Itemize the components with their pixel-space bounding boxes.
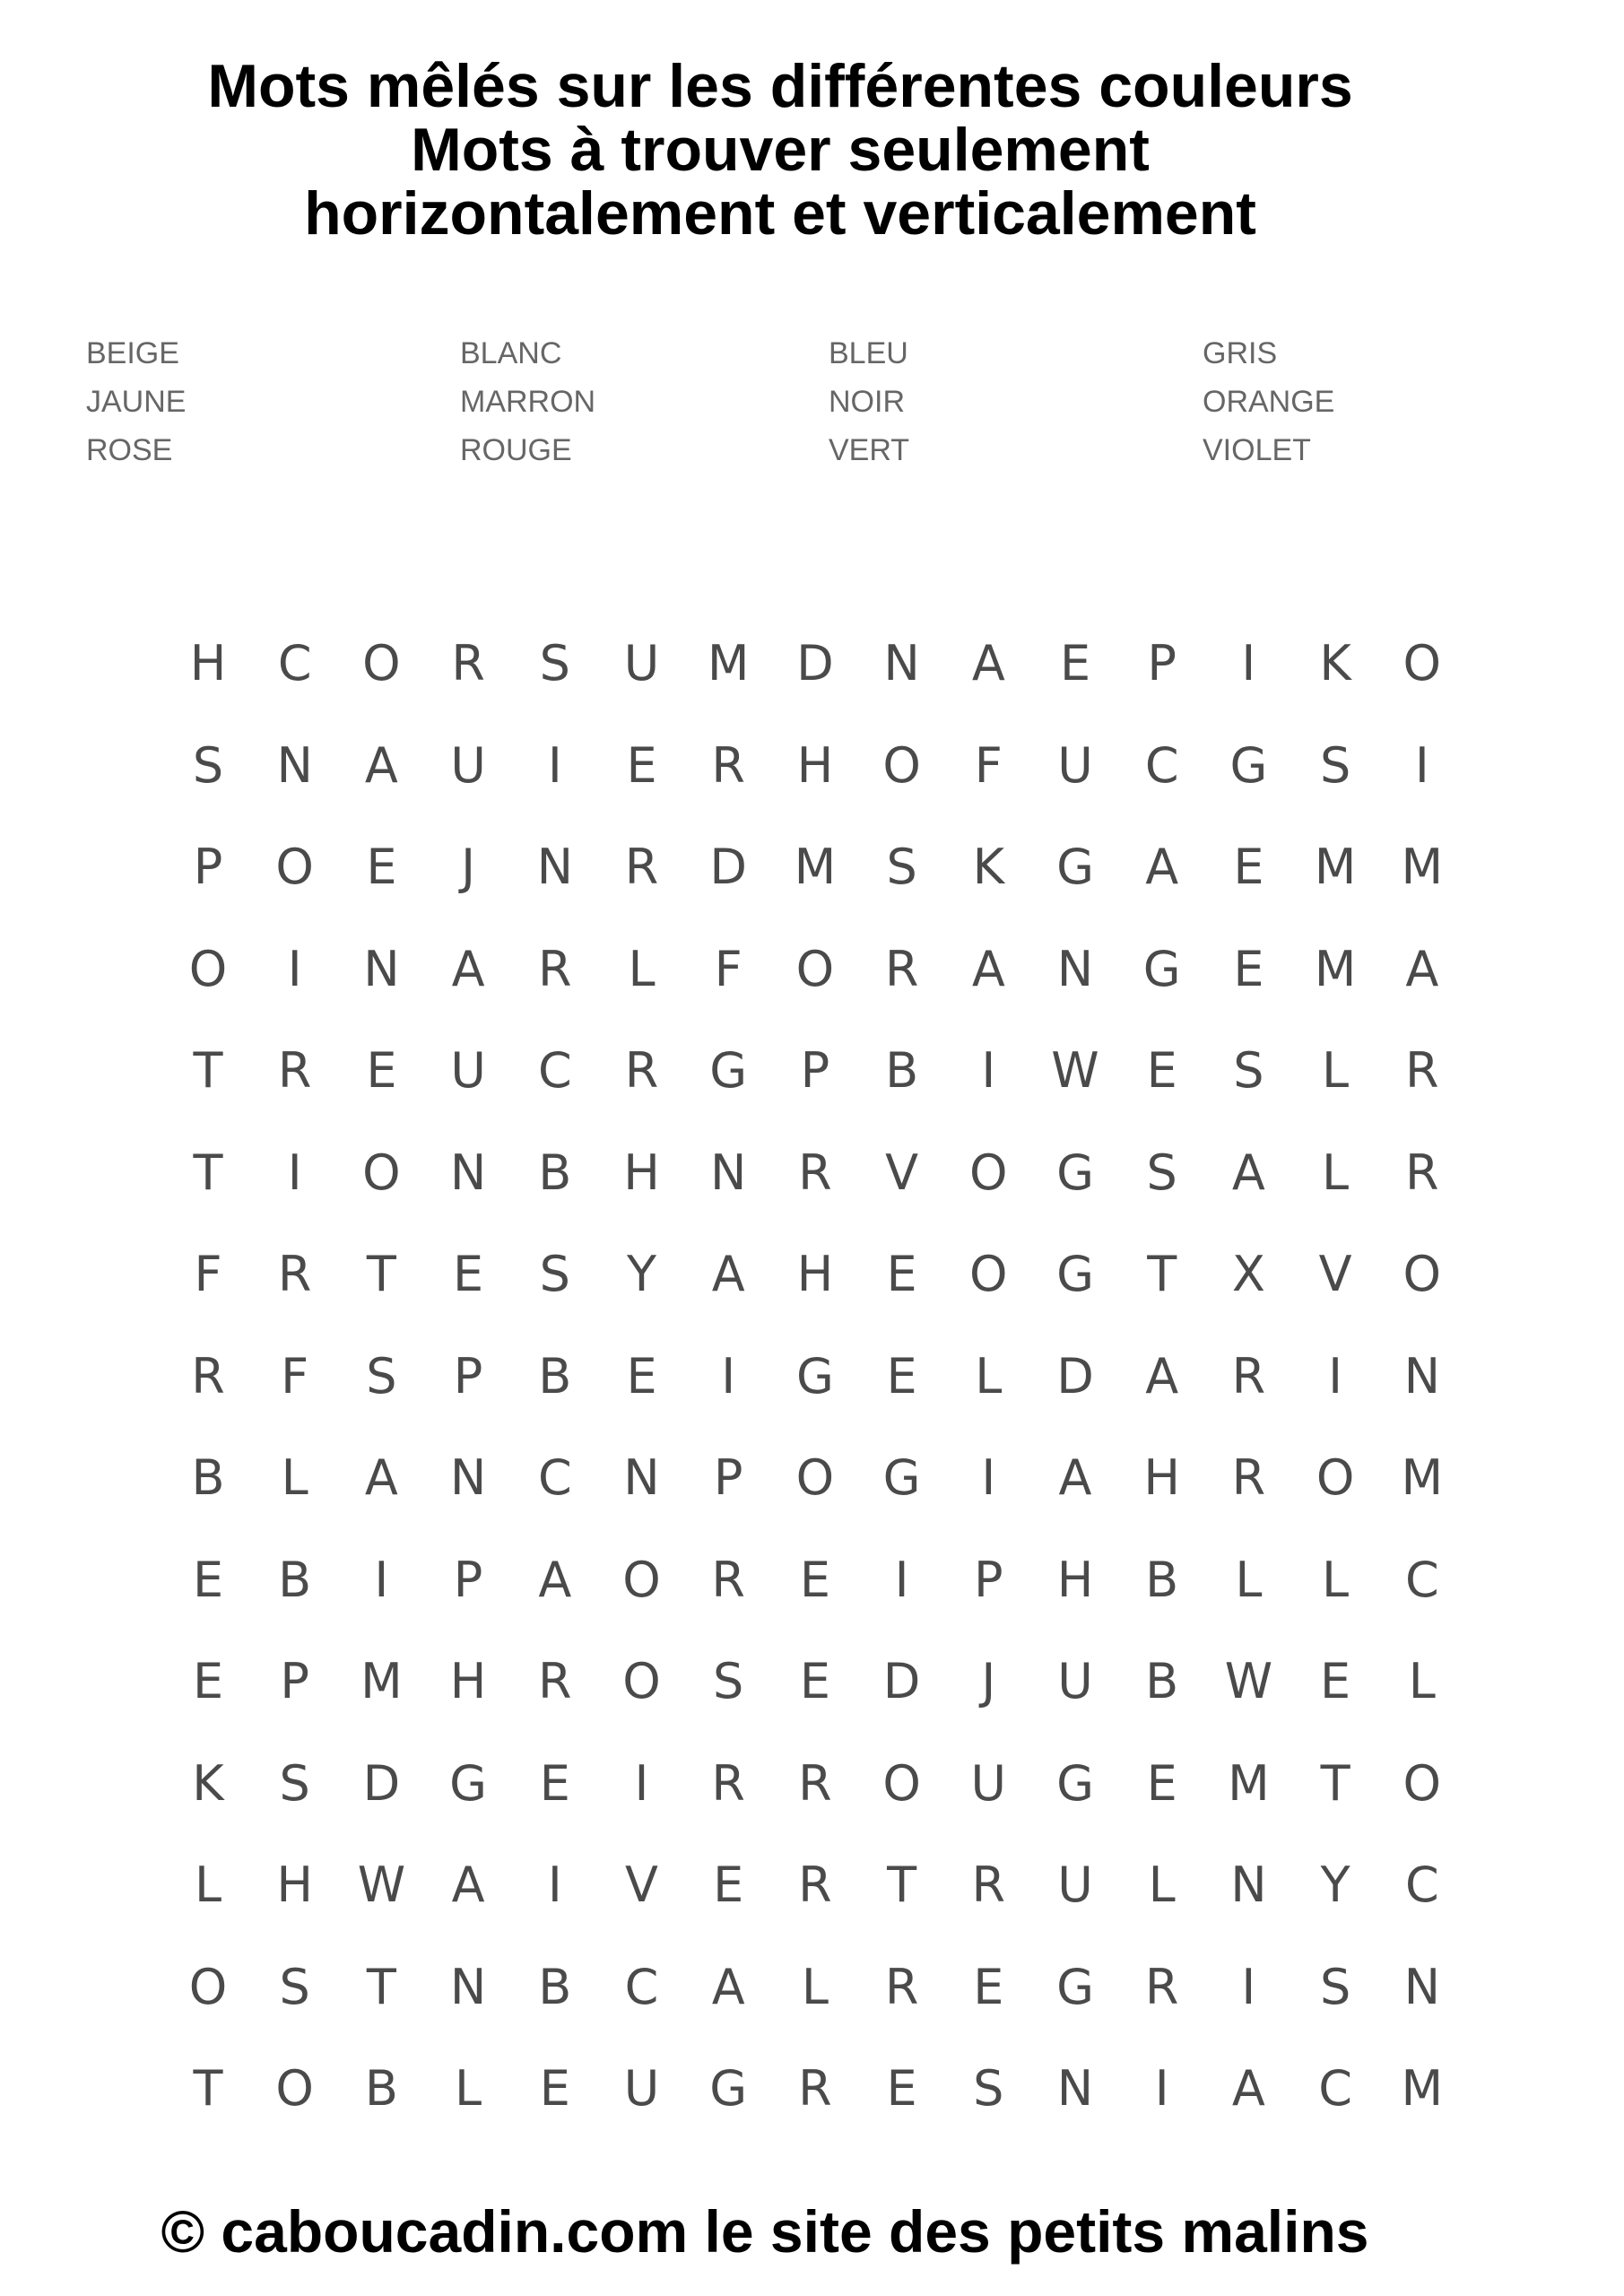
grid-letter: O <box>622 1653 661 1709</box>
grid-letter: R <box>798 1857 832 1913</box>
grid-letter: R <box>624 1042 659 1099</box>
grid-letter: R <box>538 940 572 997</box>
grid-letter: L <box>1322 1144 1350 1201</box>
word-list-item: BLANC <box>460 336 562 370</box>
grid-letter: S <box>539 1246 570 1302</box>
grid-letter: H <box>1056 1551 1094 1608</box>
grid-letter: P <box>800 1042 830 1099</box>
word-list-item: VERT <box>829 433 910 467</box>
grid-letter: I <box>287 1144 302 1201</box>
grid-letter: R <box>1231 1347 1266 1405</box>
grid-letter: N <box>276 736 313 794</box>
grid-letter: R <box>277 1246 312 1302</box>
grid-letter: N <box>449 1144 487 1201</box>
grid-letter: A <box>538 1551 572 1608</box>
grid-letter: H <box>189 635 227 691</box>
grid-letter: N <box>1230 1857 1267 1913</box>
grid-letter: R <box>884 940 919 997</box>
grid-letter: C <box>537 1449 572 1506</box>
grid-letter: I <box>547 1857 562 1913</box>
grid-letter: N <box>536 839 573 895</box>
grid-letter: M <box>1314 839 1357 895</box>
grid-letter: Y <box>627 1246 656 1302</box>
grid-letter: D <box>362 1754 401 1812</box>
grid-letter: T <box>366 1958 396 2015</box>
grid-letter: T <box>1320 1754 1350 1812</box>
grid-letter: P <box>713 1449 743 1506</box>
grid-letter: P <box>280 1653 309 1709</box>
grid-letter: H <box>796 736 834 794</box>
word-list-item: ORANGE <box>1203 385 1335 419</box>
grid-letter: E <box>626 1347 657 1405</box>
grid-letter: B <box>538 1958 572 2015</box>
grid-letter: I <box>1241 635 1256 691</box>
grid-letter: R <box>798 1144 832 1201</box>
grid-letter: S <box>192 736 224 794</box>
grid-letter: M <box>1228 1754 1270 1812</box>
grid-letter: X <box>1231 1246 1265 1302</box>
grid-letter: N <box>449 1449 487 1506</box>
grid-letter: O <box>188 1958 228 2015</box>
word-list-item: VIOLET <box>1203 433 1311 467</box>
grid-letter: O <box>1403 635 1442 691</box>
grid-letter: G <box>1142 940 1181 997</box>
grid-letter: I <box>634 1754 649 1812</box>
grid-letter: N <box>1403 1347 1440 1405</box>
grid-letter: R <box>624 839 659 895</box>
grid-letter: E <box>886 2060 917 2117</box>
grid-letter: R <box>1405 1042 1439 1099</box>
grid-letter: B <box>191 1449 225 1506</box>
grid-letter: T <box>193 1144 223 1201</box>
grid-letter: A <box>364 736 398 794</box>
grid-letter: A <box>1231 2060 1265 2117</box>
grid-letter: G <box>1056 1144 1094 1201</box>
grid-letter: B <box>278 1551 312 1608</box>
grid-letter: O <box>882 1754 921 1812</box>
grid-letter: W <box>357 1857 406 1913</box>
grid-letter: R <box>798 1754 832 1812</box>
grid-letter: F <box>194 1246 222 1302</box>
grid-letter: A <box>1145 1347 1179 1405</box>
grid-letter: R <box>971 1857 1006 1913</box>
grid-letter: R <box>1405 1144 1439 1201</box>
grid-letter: A <box>711 1246 745 1302</box>
grid-letter: C <box>277 635 312 691</box>
grid-letter: C <box>537 1042 572 1099</box>
grid-letter: A <box>1058 1449 1092 1506</box>
grid-letter: O <box>622 1551 661 1608</box>
grid-letter: R <box>711 1551 745 1608</box>
grid-letter: U <box>970 1754 1007 1812</box>
grid-letter: B <box>885 1042 919 1099</box>
grid-letter: L <box>194 1857 222 1913</box>
grid-letter: S <box>279 1754 310 1812</box>
grid-letter: I <box>287 940 302 997</box>
grid-letter: S <box>713 1653 744 1709</box>
grid-letter: V <box>1318 1246 1352 1302</box>
word-list-item: BEIGE <box>86 336 179 370</box>
grid-letter: R <box>884 1958 919 2015</box>
grid-letter: E <box>1146 1042 1177 1099</box>
grid-letter: J <box>461 839 476 895</box>
grid-letter: S <box>539 635 570 691</box>
word-list-item: NOIR <box>829 385 905 419</box>
letter-grid <box>165 628 1456 2152</box>
word-list-item: ROUGE <box>460 433 572 467</box>
footer-credit: © caboucadin.com le site des petits malins <box>161 2198 1369 2265</box>
grid-letter: G <box>882 1449 921 1506</box>
grid-letter: L <box>281 1449 308 1506</box>
grid-letter: I <box>547 736 562 794</box>
grid-letter: D <box>1056 1347 1094 1405</box>
grid-letter: T <box>1147 1246 1177 1302</box>
grid-letter: O <box>969 1144 1008 1201</box>
grid-letter: I <box>1414 736 1429 794</box>
grid-letter: O <box>795 1449 835 1506</box>
grid-letter: V <box>885 1144 919 1201</box>
page-title-line-3: horizontalement et verticalement <box>304 179 1256 248</box>
grid-letter: V <box>625 1857 658 1913</box>
grid-letter: E <box>713 1857 744 1913</box>
grid-letter: C <box>1404 1857 1439 1913</box>
grid-letter: R <box>1144 1958 1179 2015</box>
grid-letter: C <box>1318 2060 1352 2117</box>
grid-letter: G <box>1056 1246 1094 1302</box>
grid-letter: I <box>1328 1347 1343 1405</box>
grid-letter: S <box>973 2060 1004 2117</box>
grid-letter: G <box>1056 839 1094 895</box>
grid-letter: O <box>188 940 228 997</box>
grid-letter: E <box>886 1347 917 1405</box>
grid-letter: E <box>366 839 397 895</box>
grid-letter: S <box>279 1958 310 2015</box>
grid-letter: K <box>1319 635 1351 691</box>
grid-letter: R <box>798 2060 832 2117</box>
grid-letter: L <box>975 1347 1003 1405</box>
grid-letter: C <box>1144 736 1179 794</box>
grid-letter: M <box>794 839 837 895</box>
grid-letter: M <box>1401 1449 1444 1506</box>
grid-letter: M <box>1401 839 1444 895</box>
grid-letter: E <box>1059 635 1091 691</box>
grid-letter: S <box>1319 1958 1351 2015</box>
grid-letter: M <box>1314 940 1357 997</box>
grid-letter: A <box>971 940 1005 997</box>
grid-letter: E <box>886 1246 917 1302</box>
grid-letter: R <box>711 1754 745 1812</box>
grid-letter: C <box>1404 1551 1439 1608</box>
grid-letter: W <box>1051 1042 1099 1099</box>
grid-letter: E <box>192 1551 224 1608</box>
grid-letter: L <box>628 940 656 997</box>
word-list-item: GRIS <box>1203 336 1278 370</box>
grid-letter: N <box>449 1958 487 2015</box>
grid-letter: O <box>795 940 835 997</box>
grid-letter: B <box>538 1347 572 1405</box>
grid-letter: F <box>714 940 743 997</box>
grid-letter: U <box>623 635 660 691</box>
grid-letter: G <box>1056 1754 1094 1812</box>
grid-letter: E <box>453 1246 484 1302</box>
grid-letter: G <box>1229 736 1268 794</box>
grid-letter: H <box>796 1246 834 1302</box>
grid-letter: C <box>624 1958 659 2015</box>
grid-letter: I <box>374 1551 389 1608</box>
grid-letter: I <box>1241 1958 1256 2015</box>
grid-letter: O <box>1403 1754 1442 1812</box>
grid-letter: H <box>623 1144 660 1201</box>
grid-letter: U <box>450 1042 486 1099</box>
grid-letter: U <box>623 2060 660 2117</box>
grid-letter: E <box>1233 940 1264 997</box>
grid-letter: R <box>538 1653 572 1709</box>
page-title-line-1: Mots mêlés sur les différentes couleurs <box>207 52 1353 120</box>
grid-letter: R <box>277 1042 312 1099</box>
grid-letter: L <box>1322 1551 1350 1608</box>
grid-letter: N <box>1056 940 1094 997</box>
grid-letter: O <box>362 1144 401 1201</box>
grid-letter: U <box>450 736 486 794</box>
grid-letter: I <box>721 1347 736 1405</box>
grid-letter: G <box>449 1754 488 1812</box>
grid-letter: R <box>1231 1449 1266 1506</box>
grid-letter: J <box>981 1653 996 1709</box>
grid-letter: I <box>1154 2060 1169 2117</box>
grid-letter: A <box>1145 839 1179 895</box>
grid-letter: L <box>1408 1653 1436 1709</box>
grid-letter: E <box>799 1653 830 1709</box>
grid-letter: P <box>453 1347 483 1405</box>
grid-letter: L <box>1235 1551 1263 1608</box>
grid-letter: G <box>709 1042 748 1099</box>
grid-letter: N <box>1056 2060 1094 2117</box>
grid-letter: O <box>275 839 314 895</box>
grid-letter: D <box>709 839 747 895</box>
grid-letter: E <box>366 1042 397 1099</box>
grid-letter: P <box>453 1551 483 1608</box>
grid-letter: E <box>799 1551 830 1608</box>
grid-letter: L <box>1148 1857 1176 1913</box>
grid-letter: T <box>366 1246 396 1302</box>
grid-letter: E <box>539 1754 570 1812</box>
grid-letter: H <box>276 1857 313 1913</box>
grid-letter: S <box>1146 1144 1177 1201</box>
grid-letter: S <box>1233 1042 1264 1099</box>
grid-letter: R <box>191 1347 225 1405</box>
grid-letter: H <box>1143 1449 1180 1506</box>
grid-letter: M <box>360 1653 403 1709</box>
grid-letter: I <box>894 1551 909 1608</box>
grid-letter: T <box>193 2060 223 2117</box>
grid-letter: G <box>1056 1958 1094 2015</box>
grid-letter: K <box>192 1754 224 1812</box>
word-list-item: ROSE <box>86 433 173 467</box>
grid-letter: D <box>882 1653 921 1709</box>
grid-letter: U <box>1057 1653 1093 1709</box>
grid-letter: B <box>364 2060 398 2117</box>
grid-letter: T <box>887 1857 917 1913</box>
grid-letter: D <box>796 635 834 691</box>
grid-letter: A <box>451 940 485 997</box>
grid-letter: E <box>1146 1754 1177 1812</box>
grid-letter: O <box>1403 1246 1442 1302</box>
grid-letter: E <box>192 1653 224 1709</box>
grid-letter: G <box>795 1347 834 1405</box>
word-list-item: JAUNE <box>86 385 187 419</box>
grid-letter: E <box>539 2060 570 2117</box>
grid-letter: W <box>1224 1653 1273 1709</box>
grid-letter: I <box>981 1449 996 1506</box>
word-list-item: MARRON <box>460 385 596 419</box>
grid-letter: B <box>1145 1653 1179 1709</box>
grid-letter: H <box>449 1653 487 1709</box>
grid-letter: E <box>973 1958 1004 2015</box>
grid-letter: A <box>971 635 1005 691</box>
grid-letter: O <box>969 1246 1008 1302</box>
grid-letter: N <box>623 1449 660 1506</box>
grid-letter: M <box>1401 2060 1444 2117</box>
grid-letter: E <box>626 736 657 794</box>
grid-letter: L <box>1322 1042 1350 1099</box>
grid-letter: A <box>1231 1144 1265 1201</box>
grid-letter: O <box>1316 1449 1355 1506</box>
grid-letter: P <box>974 1551 1003 1608</box>
grid-letter: P <box>193 839 223 895</box>
grid-letter: Y <box>1320 1857 1350 1913</box>
grid-letter: F <box>974 736 1003 794</box>
grid-letter: A <box>364 1449 398 1506</box>
grid-letter: A <box>451 1857 485 1913</box>
grid-letter: R <box>451 635 485 691</box>
grid-letter: S <box>886 839 917 895</box>
grid-letter: E <box>1320 1653 1351 1709</box>
page-title-line-2: Mots à trouver seulement <box>411 116 1150 184</box>
grid-letter: N <box>883 635 920 691</box>
word-list <box>0 335 1624 488</box>
grid-letter: R <box>711 736 745 794</box>
grid-letter: L <box>455 2060 482 2117</box>
word-list-item: BLEU <box>829 336 908 370</box>
grid-letter: U <box>1057 1857 1093 1913</box>
grid-letter: P <box>1147 635 1177 691</box>
grid-letter: N <box>1403 1958 1440 2015</box>
grid-letter: B <box>1145 1551 1179 1608</box>
grid-letter: L <box>801 1958 829 2015</box>
grid-letter: B <box>538 1144 572 1201</box>
grid-letter: O <box>362 635 401 691</box>
grid-letter: S <box>1319 736 1351 794</box>
grid-letter: N <box>363 940 400 997</box>
grid-letter: U <box>1057 736 1093 794</box>
grid-letter: K <box>972 839 1004 895</box>
grid-letter: G <box>709 2060 748 2117</box>
grid-letter: N <box>709 1144 747 1201</box>
grid-letter: A <box>711 1958 745 2015</box>
grid-letter: O <box>882 736 921 794</box>
grid-letter: M <box>707 635 750 691</box>
grid-letter: F <box>281 1347 309 1405</box>
grid-letter: T <box>193 1042 223 1099</box>
grid-letter: O <box>275 2060 314 2117</box>
grid-letter: A <box>1405 940 1439 997</box>
grid-letter: I <box>981 1042 996 1099</box>
grid-letter: E <box>1233 839 1264 895</box>
grid-letter: S <box>366 1347 397 1405</box>
